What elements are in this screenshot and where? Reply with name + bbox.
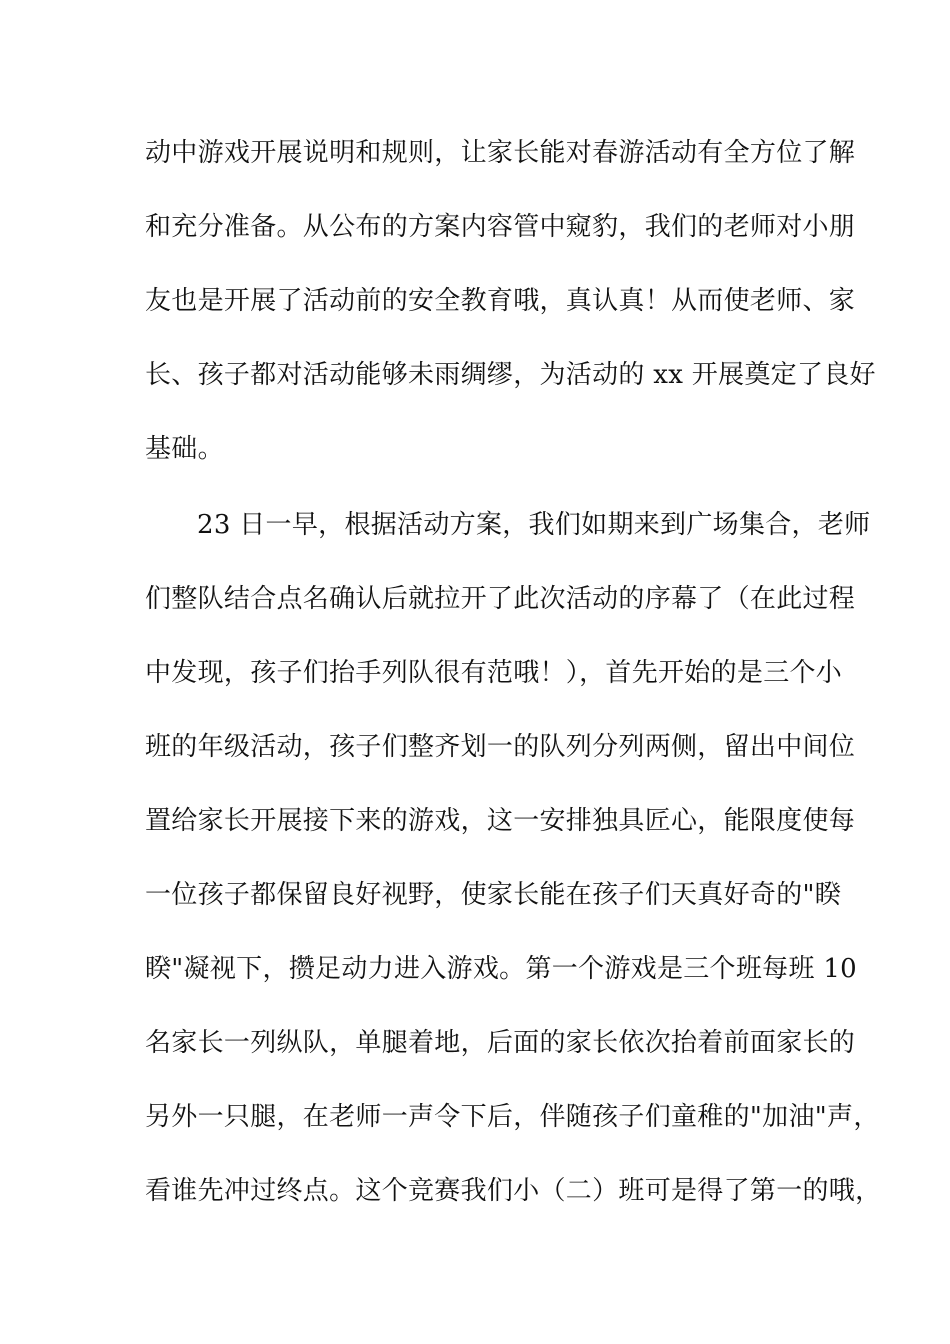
text-line: 置给家长开展接下来的游戏，这一安排独具匠心，能限度使每: [145, 806, 856, 836]
text-line: 班的年级活动，孩子们整齐划一的队列分列两侧，留出中间位: [145, 732, 856, 762]
text-line: 长、孩子都对活动能够未雨绸缪，为活动的 xx 开展奠定了良好: [145, 360, 876, 390]
text-line: 名家长一列纵队，单腿着地，后面的家长依次抬着前面家长的: [145, 1028, 856, 1058]
text-line: 一位孩子都保留良好视野，使家长能在孩子们天真好奇的"睽: [145, 880, 842, 910]
paragraph-first-line: 23 日一早，根据活动方案，我们如期来到广场集合，老师: [197, 510, 871, 540]
text-line: 基础。: [145, 434, 224, 464]
text-line: 睽"凝视下，攒足动力进入游戏。第一个游戏是三个班每班 10: [145, 954, 858, 984]
text-line: 看谁先冲过终点。这个竞赛我们小（二）班可是得了第一的哦，: [145, 1176, 882, 1206]
text-line: 另外一只腿，在老师一声令下后，伴随孩子们童稚的"加油"声，: [145, 1102, 880, 1132]
text-line: 友也是开展了活动前的安全教育哦，真认真！从而使老师、家: [145, 286, 856, 316]
text-line: 们整队结合点名确认后就拉开了此次活动的序幕了（在此过程: [145, 584, 856, 614]
text-line: 中发现，孩子们抬手列队很有范哦！），首先开始的是三个小: [145, 658, 843, 688]
text-line: 和充分准备。从公布的方案内容管中窥豹，我们的老师对小朋: [145, 212, 856, 242]
text-line: 动中游戏开展说明和规则，让家长能对春游活动有全方位了解: [145, 138, 856, 168]
